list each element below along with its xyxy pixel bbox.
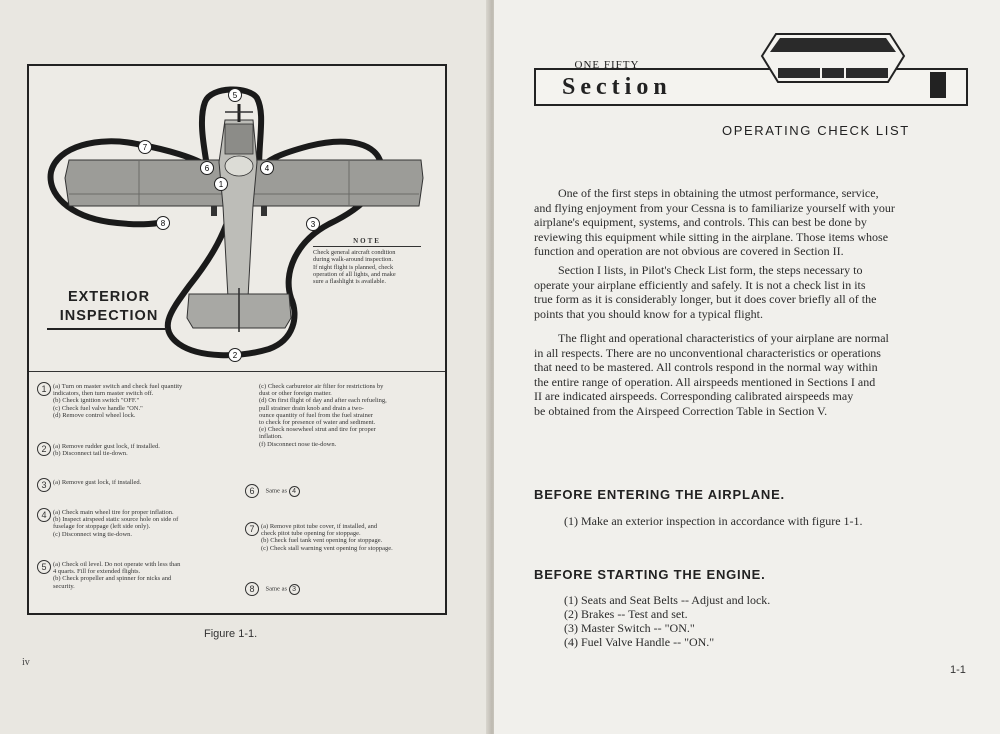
step-6 [245,484,300,498]
one-fifty-badge [760,28,906,100]
step-line: (e) Check nosewheel strut and tire for proper [259,426,376,434]
step-line: (c) Disconnect wing tie-down. [53,530,133,538]
paragraph-line: operate your airplane efficiently and safely. It is not a check list in its [534,277,866,292]
paragraph-line: One of the first steps in obtaining the utmost performance, service, [558,186,879,200]
step-line: fuselage for stoppage (left side only). [53,523,151,531]
same-as-ref: 3 [289,584,300,595]
marker-5 [229,89,242,102]
step-line: (a) Remove pitot tube cover, if installed, and [261,523,378,530]
step-line: (f) Disconnect nose tie-down. [259,440,337,448]
badge-label: ONE FIFTY [574,59,640,71]
same-as-ref: 4 [289,486,300,497]
paragraph-2 [534,263,974,321]
note-line: sure a flashlight is available. [313,278,386,286]
same-as-label: Same as [265,487,287,495]
paragraph-line: in all respects. There are no unconventional characteristics or operations [534,345,881,360]
step-line: 4 quarts. Fill for extended flights. [53,568,141,576]
figure-divider [29,371,445,372]
step-number: 1 [37,382,51,396]
step-line: (a) Check oil level. Do not operate with less than [53,561,181,568]
step-line: check pitot tube opening for stoppage. [261,530,361,538]
step-number: 6 [245,484,259,498]
section-word: Section [562,74,672,100]
step-line: (b) Check fuel tank vent opening for stoppage. [261,537,383,545]
exterior-inspection-figure [27,64,447,615]
paragraph-line: reviewing this equipment while sitting in the airplane. Those items whose [534,229,889,244]
right-page [494,0,1000,734]
step-number: 8 [245,582,259,596]
note-box [313,238,421,285]
page-number-right: 1-1 [950,664,966,676]
svg-text:5: 5 [232,91,238,100]
paragraph-line: true form as it is considerably longer, but it does cover briefly all of the [534,292,877,307]
figure-caption: Figure 1-1. [204,628,258,640]
marker-7 [139,141,152,154]
step-line: pull strainer drain knob and drain a two- [259,404,364,412]
paragraph-line: be obtained from the Airspeed Correction Table in Section V. [534,403,828,418]
note-line: operation of all lights, and make [313,270,396,278]
paragraph-line: function and operation are not obvious are covered in Section II. [534,244,844,259]
heading-before-starting: BEFORE STARTING THE ENGINE. [534,567,766,582]
svg-text:2: 2 [232,351,238,360]
page-number-left: iv [22,657,30,668]
step-number: 4 [37,508,51,522]
step-line: security. [53,582,75,590]
title-underline [47,328,167,330]
step-number: 7 [245,522,259,536]
svg-text:3: 3 [310,220,316,229]
step-8 [245,582,300,596]
svg-text:6: 6 [204,164,210,173]
heading-before-entering: BEFORE ENTERING THE AIRPLANE. [534,487,785,502]
step-line: (a) Remove rudder gust lock, if installed. [53,443,160,450]
exterior-title-line-1: EXTERIOR [67,289,151,305]
step-line: dust or other foreign matter. [259,390,332,398]
step-number: 3 [37,478,51,492]
step-line: (b) Inspect airspeed static source hole on side of [53,516,179,524]
svg-text:1: 1 [218,180,224,189]
note-line: If night flight is planned, check [313,263,394,271]
step-line: (a) Remove gust lock, if installed. [53,479,142,486]
step-line: (d) Remove control wheel lock. [53,411,136,419]
marker-8 [157,217,170,230]
paragraph-line: II are indicated airspeeds. Corresponding calibrated airspeeds may [534,389,854,404]
svg-text:4: 4 [264,164,270,173]
step-line: (b) Check propeller and spinner for nicks and [53,575,172,583]
step-line: to check for presence of water and sediment. [259,419,376,427]
paragraph-3 [534,331,974,419]
marker-4 [261,162,274,175]
paragraph-1 [534,186,974,259]
check-item: (1) Make an exterior inspection in accordance with figure 1-1. [564,514,863,528]
step-number: 5 [37,560,51,574]
check-item: (1) Seats and Seat Belts -- Adjust and lock. [564,593,771,607]
step-line: (b) Disconnect tail tie-down. [53,450,128,458]
same-as-label: Same as [265,585,287,593]
step-line: (b) Check ignition switch "OFF." [53,397,140,405]
check-item: (3) Master Switch -- "ON." [564,621,695,635]
exterior-inspection-title [49,288,169,326]
note-line: during walk-around inspection. [313,256,394,264]
marker-6 [201,162,214,175]
step-line: inflation. [259,433,283,441]
marker-1 [215,178,228,191]
paragraph-line: Section I lists, in Pilot's Check List form, the steps necessary to [558,263,863,277]
marker-2 [229,349,242,362]
operating-check-list-title: OPERATING CHECK LIST [722,123,910,138]
exterior-title-line-2: INSPECTION [59,308,159,324]
step-line: (c) Check stall warning vent opening for stoppage. [261,544,393,552]
paragraph-line: that need to be mastered. All controls respond in the normal way within [534,360,878,375]
svg-text:8: 8 [160,219,166,228]
paragraph-line: and flying enjoyment from your Cessna is to familiarize yourself with your [534,200,895,215]
step-line: (a) Turn on master switch and check fuel quantity [53,383,183,390]
step-line: (d) On first flight of day and after each refueling, [259,397,387,405]
check-item: (2) Brakes -- Test and set. [564,607,688,621]
marker-3 [307,218,320,231]
paragraph-line: airplane's equipment, systems, and controls. This can best be done by [534,215,867,230]
step-line: (c) Check fuel valve handle "ON." [53,404,143,412]
section-number-block [930,72,946,98]
step-line: ounce quantity of fuel from the fuel strainer [259,411,373,419]
step-line: (c) Check carburetor air filter for restrictions by [259,383,384,390]
step-number: 2 [37,442,51,456]
left-page [0,0,493,734]
note-line: Check general aircraft condition [313,249,396,257]
step-line: (a) Check main wheel tire for proper inflation. [53,509,174,516]
section-banner [534,59,968,106]
note-heading: NOTE [313,238,421,247]
paragraph-line: points that you should know for a typical flight. [534,306,763,321]
paragraph-line: The flight and operational characteristics of your airplane are normal [558,331,889,345]
paragraph-line: the entire range of operation. All airspeeds mentioned in Sections I and [534,374,876,389]
check-item: (4) Fuel Valve Handle -- "ON." [564,635,715,649]
step-line: indicators, then turn master switch off. [53,390,154,398]
svg-text:7: 7 [142,143,148,152]
